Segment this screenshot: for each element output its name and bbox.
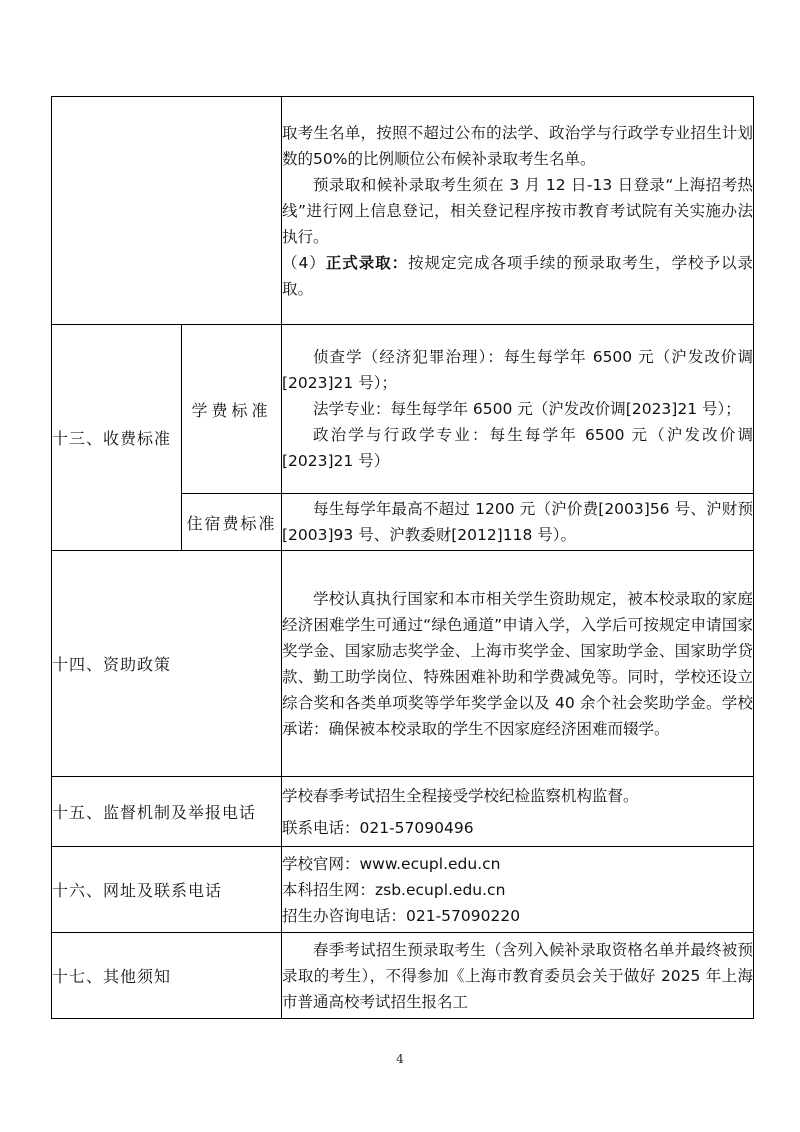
row-16-content [282,847,754,933]
formal-admission-heading: 正式录取： [325,253,409,272]
row-16-contact [52,847,754,933]
row-17-label: 十七、其他须知 [52,933,282,1019]
row-14-aid [52,551,754,777]
row-17-content [282,933,754,1019]
registration-paragraph: 预录取和候补录取考生须在 3 月 12 日-13 日登录“上海招考热线”进行网上信息登记，相关登记程序按市教育考试院有关实施办法执行。 [282,175,753,246]
row-15-supervision [52,777,754,847]
page-number: 4 [396,1052,404,1066]
report-phone: 联系电话：021-57090496 [282,818,474,837]
formal-admission-text: 按规定完成各项手续的预录取考生，学校予以录取。 [282,253,753,298]
formal-admission-paragraph [282,250,753,302]
admissions-table [51,96,754,1019]
row-13-tuition [52,325,754,494]
tuition-item: 法学专业：每生每学年 6500 元（沪发改价调[2023]21 号）； [313,400,741,418]
admissions-phone: 招生办咨询电话：021-57090220 [282,906,521,925]
row-15-content [282,777,754,847]
school-website: 学校官网：www.ecupl.edu.cn [282,854,501,873]
row-13-label: 十三、收费标准 [52,325,182,551]
tuition-item: 侦查学（经济犯罪治理）：每生每学年 6500 元（沪发改价调[2023]21 号）； [282,348,753,392]
dorm-fee-content [282,494,754,551]
row-12-continued [52,97,754,325]
tuition-standard-label: 学费标准 [182,325,282,494]
formal-admission-number: （4） [282,253,326,272]
row-16-label: 十六、网址及联系电话 [52,847,282,933]
row-12-content [282,97,754,325]
other-notes-text: 春季考试招生预录取考生（含列入候补录取资格名单并最终被预录取的考生），不得参加《上海市教育委员会关于做好 2025 年上海市普通高校考试招生报名工 [282,940,753,1011]
aid-policy-text: 学校认真执行国家和本市相关学生资助规定，被本校录取的家庭经济困难学生可通过“绿色通道”申请入学，入学后可按规定申请国家奖学金、国家励志奖学金、上海市奖学金、国家助学金、国家助学贷款、勤工助学岗位、特殊困难补助和学费减免等。同时，学校还设立综合奖和各类单项奖等学年奖学金以及 40 余个社会奖助学金。学校承诺：确保被本校录取的学生不因家庭经济困难而辍学。 [282,589,753,738]
candidate-list-paragraph: 取考生名单，按照不超过公布的法学、政治学与行政学专业招生计划数的50%的比例顺位公布候补录取考生名单。 [282,123,753,168]
tuition-item: 政治学与行政学专业：每生每学年 6500 元（沪发改价调[2023]21 号） [282,426,753,470]
row-14-label: 十四、资助政策 [52,551,282,777]
tuition-content [282,325,754,494]
supervision-text: 学校春季考试招生全程接受学校纪检监察机构监督。 [282,786,639,805]
row-15-label: 十五、监督机制及举报电话 [52,777,282,847]
row-14-content [282,551,754,777]
admissions-website: 本科招生网：zsb.ecupl.edu.cn [282,880,506,899]
dorm-fee-text: 每生每学年最高不超过 1200 元（沪价费[2003]56 号、沪财预[2003]93 号、沪教委财[2012]118 号）。 [282,500,753,544]
row-12-label [52,97,282,325]
dorm-fee-label: 住宿费标准 [182,494,282,551]
row-17-notes [52,933,754,1019]
